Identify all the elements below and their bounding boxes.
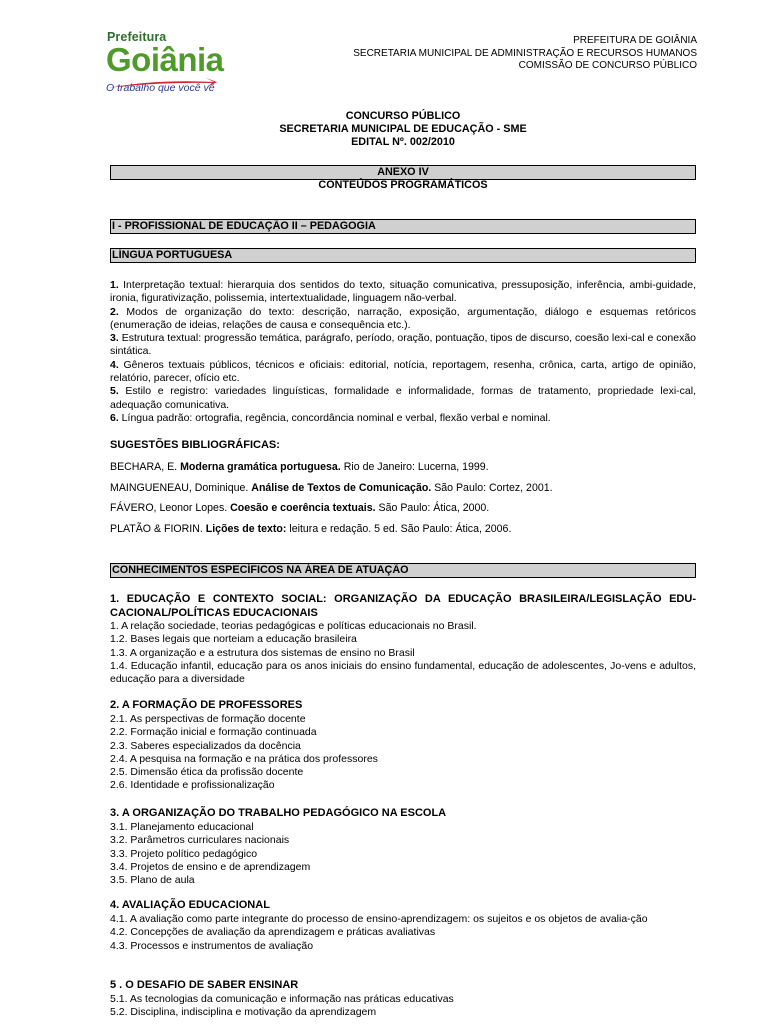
list-item: 3.1. Planejamento educacional [110,821,254,833]
logo-prefeitura-text: Prefeitura [107,30,167,44]
list-item: 2.6. Identidade e profissionalização [110,779,275,792]
list-item: 3.4. Projetos de ensino e de aprendizagem [110,860,311,873]
list-item: 5.1. As tecnologias da comunicação e informação nas práticas educativas [110,993,454,1005]
list-item: 3.5. Plano de aula [110,874,195,887]
list-item: 3.3. Projeto político pedagógico [110,847,258,860]
annex-subtitle: CONTEÚDOS PROGRAMÁTICOS [318,179,488,191]
biblio-heading: SUGESTÕES BIBLIOGRÁFICAS: [110,439,280,451]
section-list [110,713,696,793]
section-bar: I - PROFISSIONAL DE EDUCAÇÃO II – PEDAGOGIA [110,219,696,234]
title-line: SECRETARIA MUNICIPAL DE EDUCAÇÃO - SME [279,123,527,135]
list-item: 1. A relação sociedade, teorias pedagógicas e políticas educacionais no Brasil. [110,620,477,632]
list-item: 2.1. As perspectivas de formação docente [110,713,306,725]
list-item: 1.2. Bases legais que norteiam a educação brasileira [110,633,357,646]
section-heading: 3. A ORGANIZAÇÃO DO TRABALHO PEDAGÓGICO NA ESCOLA [110,807,447,819]
logo-goiania-text: Goiânia [106,41,224,78]
list-item: 4. Gêneros textuais públicos, técnicos e oficiais: editorial, notícia, reportagem, resenha, crônica, carta, artigo de opinião, relatório, parecer, ofício etc. [110,358,696,385]
prefeitura-goiania-logo [106,30,231,100]
document-title [110,110,696,149]
list-item: 2.5. Dimensão ética da profissão docente [110,766,304,779]
list-item: 4.3. Processos e instrumentos de avaliação [110,939,314,952]
list-item: 4.1. A avaliação como parte integrante do processo de ensino-aprendizagem: os sujeitos e os objetos de avalia-ção [110,913,648,925]
title-line: EDITAL Nº. 002/2010 [351,136,455,148]
section-heading: 1. EDUCAÇÃO E CONTEXTO SOCIAL: ORGANIZAÇÃO DA EDUCAÇÃO BRASILEIRA/LEGISLAÇÃO EDU-CACIONAL/POLÍTICAS EDUCACIONAIS [110,593,696,619]
lingua-portuguesa-bar: LÍNGUA PORTUGUESA [110,248,696,263]
section-heading: 5 . O DESAFIO DE SABER ENSINAR [110,979,299,991]
biblio-entry: MAINGUENEAU, Dominique. Análise de Textos de Comunicação. São Paulo: Cortez, 2001. [110,482,553,494]
list-item: 1.3. A organização e a estrutura dos sistemas de ensino no Brasil [110,646,415,659]
section-list [110,913,696,953]
title-line: CONCURSO PÚBLICO [345,110,461,122]
header-line: COMISSÃO DE CONCURSO PÚBLICO [518,60,697,71]
list-item: 5.2. Disciplina, indisciplina e motivação da aprendizagem [110,1006,377,1019]
list-item: 2.4. A pesquisa na formação e na prática dos professores [110,752,378,765]
section-heading: 4. AVALIAÇÃO EDUCACIONAL [110,899,270,911]
institution-header [353,35,697,73]
section-heading: 2. A FORMAÇÃO DE PROFESSORES [110,699,303,711]
biblio-entry: FÁVERO, Leonor Lopes. Coesão e coerência textuais. São Paulo: Ática, 2000. [110,502,490,514]
section-list [110,821,696,887]
list-item: 6. Língua padrão: ortografia, regência, concordância nominal e verbal, flexão verbal e nominal. [110,411,551,424]
header-line: PREFEITURA DE GOIÂNIA [573,35,697,46]
list-item: 2. Modos de organização do texto: descrição, narração, exposição, argumentação, diálogo e esquemas retóricos (enumeração de ideias, relações de causa e consequência etc.). [110,305,696,331]
conhecimentos-bar: CONHECIMENTOS ESPECÍFICOS NA ÁREA DE ATUAÇÃO [110,563,696,578]
list-item: 1. Interpretação textual: hierarquia dos sentidos do texto, situação comunicativa, pressuposição, inferência, ambi-guidade, ironia, figurativização, polissemia, intertextualidade, linguagem não-verbal. [110,279,696,305]
list-item: 5. Estilo e registro: variedades linguísticas, formalidade e informalidade, formas de tratamento, propriedade lexi-cal, adequação comunicativa. [110,385,696,411]
biblio-entry: PLATÃO & FIORIN. Lições de texto: leitura e redação. 5 ed. São Paulo: Ática, 2006. [110,523,512,535]
list-item: 2.2. Formação inicial e formação continuada [110,726,317,739]
list-item: 3.2. Parâmetros curriculares nacionais [110,834,290,847]
lingua-portuguesa-list [110,279,696,425]
biblio-entry: BECHARA, E. Moderna gramática portuguesa. Rio de Janeiro: Lucerna, 1999. [110,461,489,473]
logo-slogan: O trabalho que você vê [106,82,215,94]
section-list [110,620,696,686]
annex-bar: ANEXO IV [110,165,696,180]
list-item: 1.4. Educação infantil, educação para os anos iniciais do ensino fundamental, educação de adolescentes, Jo-vens e adultos, educação para a diversidade [110,659,696,686]
section-list [110,993,696,1020]
list-item: 2.3. Saberes especializados da docência [110,739,301,752]
list-item: 4.2. Concepções de avaliação da aprendizagem e práticas avaliativas [110,926,436,939]
list-item: 3. Estrutura textual: progressão temática, parágrafo, período, oração, pontuação, tipos de discurso, coesão lexi-cal e conexão sintática. [110,332,696,358]
header-line: SECRETARIA MUNICIPAL DE ADMINISTRAÇÃO E RECURSOS HUMANOS [353,47,697,59]
